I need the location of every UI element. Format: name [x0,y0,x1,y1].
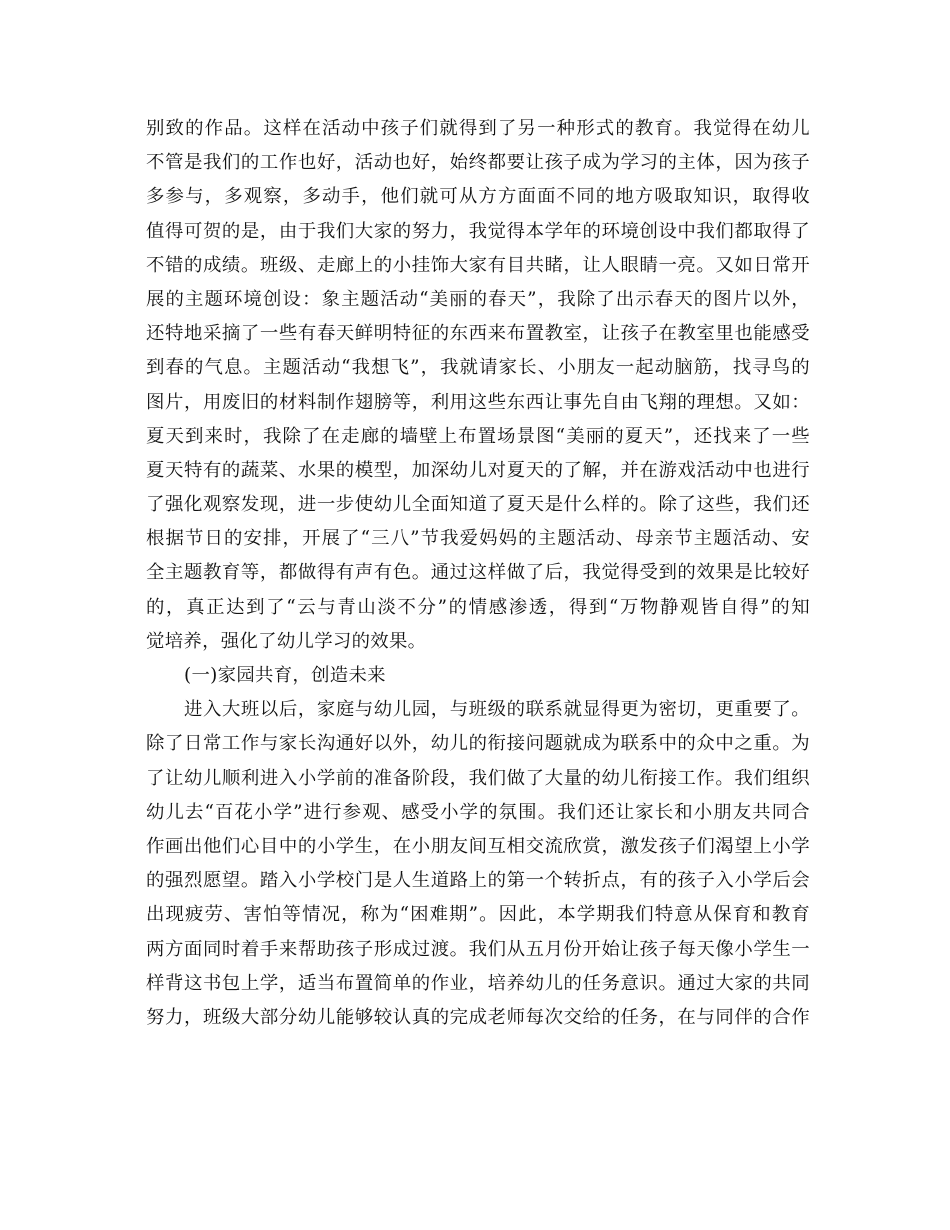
text-line: 夏天特有的蔬菜、水果的模型，加深幼儿对夏天的了解，并在游戏活动中也进行 [146,459,810,481]
text-line: 根据节日的安排，开展了“三八”节我爱妈妈的主题活动、母亲节主题活动、安 [146,528,810,550]
text-line: 努力，班级大部分幼儿能够较认真的完成老师每次交给的任务，在与同伴的合作 [146,1006,810,1028]
text-line: 到春的气息。主题活动“我想飞”，我就请家长、小朋友一起动脑筋，找寻鸟的 [146,357,810,379]
text-line: 展的主题环境创设：象主题活动“美丽的春天”，我除了出示春天的图片以外， [146,288,810,310]
text-line: 了让幼儿顺利进入小学前的准备阶段，我们做了大量的幼儿衔接工作。我们组织 [146,767,810,789]
text-line: 值得可贺的是，由于我们大家的努力，我觉得本学年的环境创设中我们都取得了 [146,220,810,242]
text-line: 进入大班以后，家庭与幼儿园，与班级的联系就显得更为密切，更重要了。 [184,699,810,721]
text-line: 样背这书包上学，适当布置简单的作业，培养幼儿的任务意识。通过大家的共同 [146,972,810,994]
text-line: 了强化观察发现，进一步使幼儿全面知道了夏天是什么样的。除了这些，我们还 [146,494,810,516]
body-text [146,112,810,1035]
text-line: 不管是我们的工作也好，活动也好，始终都要让孩子成为学习的主体，因为孩子 [146,152,810,174]
text-line: 多参与，多观察，多动手，他们就可从方方面面不同的地方吸取知识，取得收 [146,186,810,208]
text-line: 夏天到来时，我除了在走廊的墙壁上布置场景图“美丽的夏天”，还找来了一些 [146,425,810,447]
text-line: 除了日常工作与家长沟通好以外，幼儿的衔接问题就成为联系中的众中之重。为 [146,733,810,755]
text-line: 图片，用废旧的材料制作翅膀等，利用这些东西让事先自由飞翔的理想。又如： [146,391,810,413]
text-line: 全主题教育等，都做得有声有色。通过这样做了后，我觉得受到的效果是比较好 [146,562,810,584]
text-line: 的，真正达到了“云与青山淡不分”的情感渗透，得到“万物静观皆自得”的知 [146,596,810,618]
text-line: 出现疲劳、害怕等情况，称为“困难期”。因此，本学期我们特意从保育和教育 [146,904,810,926]
text-line: 不错的成绩。班级、走廊上的小挂饰大家有目共睹，让人眼睛一亮。又如日常开 [146,254,810,276]
text-line: 觉培养，强化了幼儿学习的效果。 [146,630,427,652]
section-heading: (一)家园共育，创造未来 [184,665,386,686]
text-line: 两方面同时着手来帮助孩子形成过渡。我们从五月份开始让孩子每天像小学生一 [146,938,810,960]
text-line: 别致的作品。这样在活动中孩子们就得到了另一种形式的教育。我觉得在幼儿 [146,118,810,139]
text-line: 还特地采摘了一些有春天鲜明特征的东西来布置教室，让孩子在教室里也能感受 [146,323,810,345]
text-line: 幼儿去“百花小学”进行参观、感受小学的氛围。我们还让家长和小朋友共同合 [146,801,810,823]
text-line: 作画出他们心目中的小学生，在小朋友间互相交流欣赏，激发孩子们渴望上小学 [146,835,810,857]
text-line: 的强烈愿望。踏入小学校门是人生道路上的第一个转折点，有的孩子入小学后会 [146,870,810,892]
